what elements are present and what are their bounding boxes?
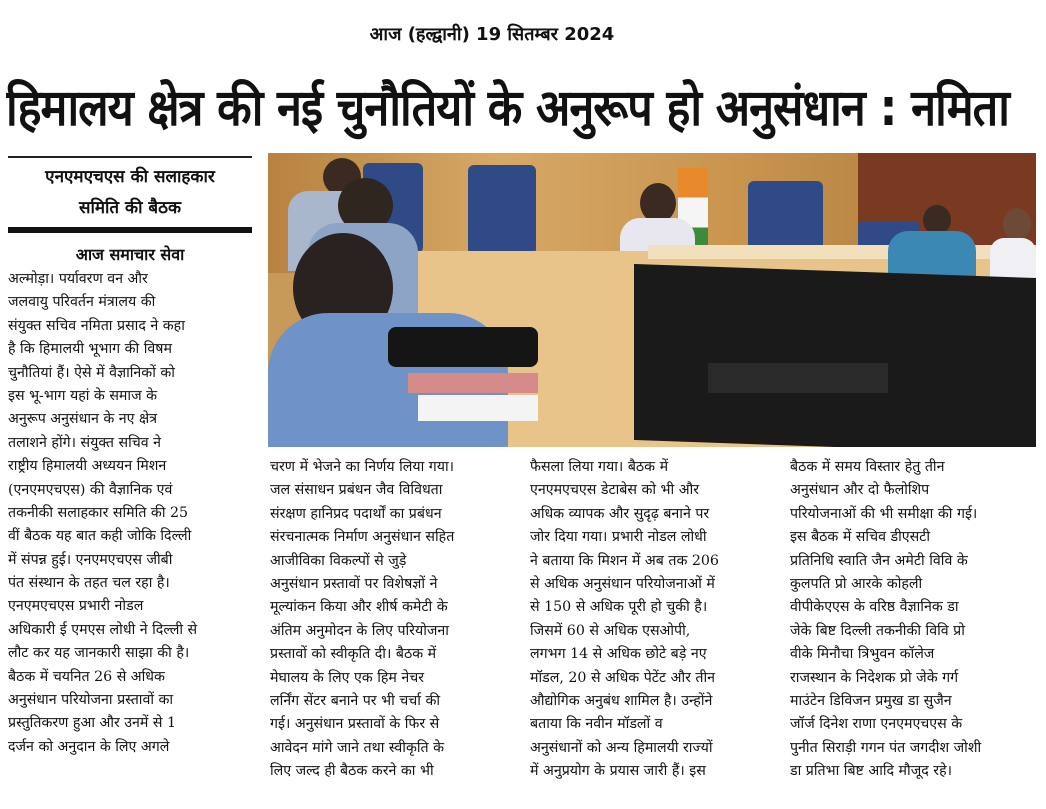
meeting-photo [268,153,1036,447]
col1-line-14: पंत संस्थान के तहत चल रहा है। [8,575,170,592]
col2-line-9: प्रस्तावों को स्वीकृति दी। बैठक में [270,646,437,663]
col4-line-11: माउंटेन डिविजन प्रमुख डा सुजैन [790,692,952,709]
col1-line-3: संयुक्त सचिव नमिता प्रसाद ने कहा [8,317,185,334]
article-column-1 [8,268,254,759]
col4-line-4: इस बैठक में सचिव डीएसटी [790,529,931,546]
col1-line-19: अनुसंधान परियोजना प्रस्तावों का [8,692,174,709]
dateline: आज (हल्द्वानी) 19 सितम्बर 2024 [369,24,615,45]
col1-line-2: जलवायु परिवर्तन मंत्रालय की [8,294,156,311]
col1-line-10: (एनएमएचएस) की वैज्ञानिक एवं [8,481,173,498]
col4-line-5: प्रतिनिधि स्वाति जैन अमेटी विवि के [790,552,968,569]
col2-line-7: मूल्यांकन किया और शीर्ष कमेटी के [270,599,448,616]
col2-line-2: जल संसाधन प्रबंधन जैव विविधता [270,482,443,499]
col3-line-12: बताया कि नवीन मॉडलों व [530,716,663,733]
col1-line-1: अल्मोड़ा। पर्यावरण वन और [8,271,148,287]
col1-line-5: चुनौतियां हैं। ऐसे में वैज्ञानिकों को [8,364,175,381]
col2-line-3: संरक्षण हानिप्रद पदार्थों का प्रबंधन [270,505,442,522]
col4-line-2: अनुसंधान और दो फैलोशिप [790,482,930,499]
col1-line-4: है कि हिमालयी भूभाग की विषम [8,341,172,358]
article-column-2 [270,456,516,783]
col1-line-9: राष्ट्रीय हिमालयी अध्ययन मिशन [8,458,167,475]
col3-line-10: मॉडल, 20 से अधिक पेटेंट और तीन [530,669,716,686]
col2-line-12: गई। अनुसंधान प्रस्तावों के फिर से [270,716,440,733]
col4-line-6: कुलपति प्रो आरके कोहली [790,575,923,592]
col4-line-1: बैठक में समय विस्तार हेतु तीन [790,459,945,475]
byline: आज समाचार सेवा [75,245,185,264]
col1-line-17: लौट कर यह जानकारी साझा की है। [8,645,190,662]
headline: हिमालय क्षेत्र की नई चुनौतियों के अनुरूप हो अनुसंधान : नमिता [6,77,1009,138]
col3-line-13: अनुसंधानों को अन्य हिमालयी राज्यों [530,739,713,756]
col2-line-1: चरण में भेजने का निर्णय लिया गया। [270,459,455,475]
col4-line-3: परियोजनाओं की भी समीक्षा की गई। [790,505,978,522]
col2-line-6: अनुसंधान प्रस्तावों पर विशेषज्ञों ने [270,575,438,592]
col1-line-13: में संपन्न हुई। एनएमएचएस जीबी [8,551,173,568]
col2-line-14: लिए जल्द ही बैठक करने का भी [270,763,434,780]
col2-line-4: संरचनात्मक निर्माण अनुसंधान सहित [270,529,455,546]
col3-line-8: जिसमें 60 से अधिक एसओपी, [530,622,691,639]
subheadline-line-1: एनएमएचएस की सलाहकार [45,167,215,187]
col3-line-7: से 150 से अधिक पूरी हो चुकी है। [530,599,708,616]
col4-line-14: डा प्रतिभा बिष्ट आदि मौजूद रहे। [790,763,952,780]
col2-line-11: लर्निंग सेंटर बनाने पर भी चर्चा की [270,692,441,709]
col1-line-6: इस भू-भाग यहां के समाज के [8,387,158,404]
col1-line-12: वीं बैठक यह बात कही जोकि दिल्ली [8,528,192,545]
col3-line-11: औद्योगिक अनुबंध शामिल है। उन्होंने [530,692,713,709]
col1-line-16: अधिकारी ई एमएस लोधी ने दिल्ली से [8,621,198,638]
col2-line-13: आवेदन मांगे जाने तथा स्वीकृति के [270,739,445,756]
col1-line-8: तलाशने होंगे। संयुक्त सचिव ने [8,434,162,451]
col3-line-1: फैसला लिया गया। बैठक में [530,459,669,475]
col2-line-5: आजीविका विकल्पों से जुड़े [270,552,407,569]
col3-line-14: में अनुप्रयोग के प्रयास जारी हैं। इस [530,763,706,780]
col1-line-18: बैठक में चयनित 26 से अधिक [8,668,165,685]
col2-line-8: अंतिम अनुमोदन के लिए परियोजना [270,622,449,639]
col3-line-5: ने बताया कि मिशन में अब तक 206 [530,552,719,569]
col4-line-9: वीके मिनौचा त्रिभुवन कॉलेज [790,646,935,663]
col4-line-8: जेके बिष्ट दिल्ली तकनीकी विवि प्रो [790,622,965,639]
col4-line-7: वीपीकेएएस के वरिष्ठ वैज्ञानिक डा [790,599,959,616]
col3-line-9: लगभग 14 से अधिक छोटे बड़े नए [530,646,707,663]
col4-line-12: जॉर्ज दिनेश राणा एनएमएचएस के [790,716,963,733]
col1-line-15: एनएमएचएस प्रभारी नोडल [8,598,144,615]
subheadline-line-2: समिति की बैठक [78,198,182,218]
article-column-3 [530,456,780,783]
col4-line-10: राजस्थान के निदेशक प्रो जेके गर्ग [790,669,959,686]
article-column-4 [790,456,1040,783]
col3-line-4: जोर दिया गया। प्रभारी नोडल लोधी [530,529,707,546]
col1-line-7: अनुरूप अनुसंधान के नए क्षेत्र [8,411,158,428]
col2-line-10: मेघालय के लिए एक हिम नेचर [270,669,425,686]
col3-line-3: अधिक व्यापक और सुदृढ़ बनाने पर [530,505,710,522]
col1-line-20: प्रस्तुतिकरण हुआ और उनमें से 1 [8,715,177,732]
col3-line-2: एनएमएचएस डेटाबेस को भी और [530,482,700,499]
col4-line-13: पुनीत सिराड़ी गगन पंत जगदीश जोशी [790,739,982,756]
col3-line-6: से अधिक अनुसंधान परियोजनाओं में [530,575,715,592]
col1-line-11: तकनीकी सलाहकार समिति की 25 [8,504,189,521]
col1-line-21: दर्जन को अनुदान के लिए अगले [8,738,170,755]
subheadline-box [8,156,252,233]
